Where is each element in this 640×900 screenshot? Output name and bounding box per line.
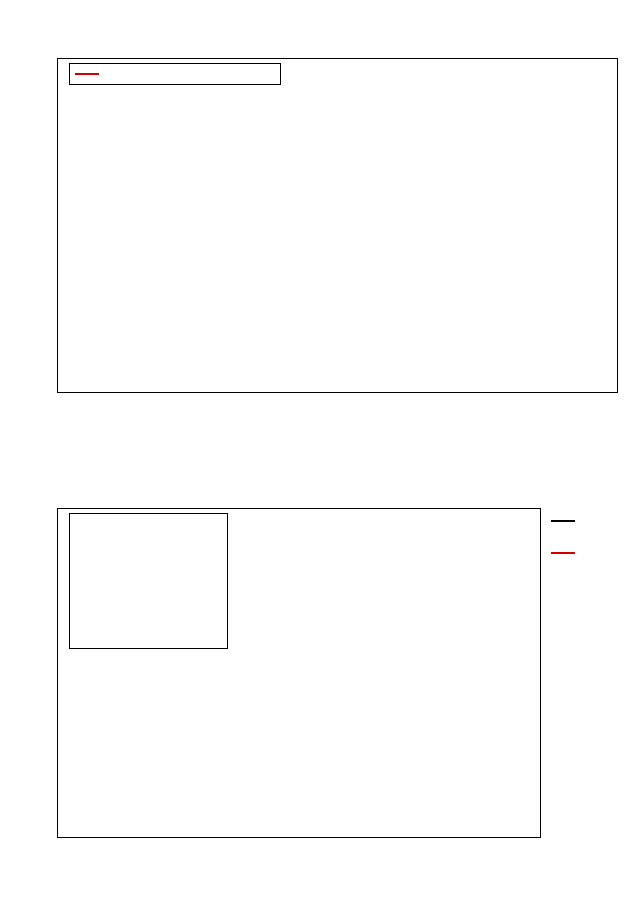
legend-curves bbox=[546, 510, 638, 572]
legend-row-curve bbox=[546, 514, 638, 528]
legend-spi-categories bbox=[69, 513, 228, 649]
legend-top bbox=[69, 63, 281, 85]
legend-row-curve-2 bbox=[546, 528, 638, 542]
legend-row-spi bbox=[546, 546, 638, 560]
spi-category-colorbar bbox=[58, 824, 540, 838]
legend-row-observed bbox=[70, 64, 280, 84]
spi-panel bbox=[0, 450, 640, 900]
legend-line-red-icon bbox=[75, 73, 99, 75]
legend-line-black-icon bbox=[551, 520, 575, 522]
legend-line-red-icon-bottom bbox=[551, 552, 575, 554]
